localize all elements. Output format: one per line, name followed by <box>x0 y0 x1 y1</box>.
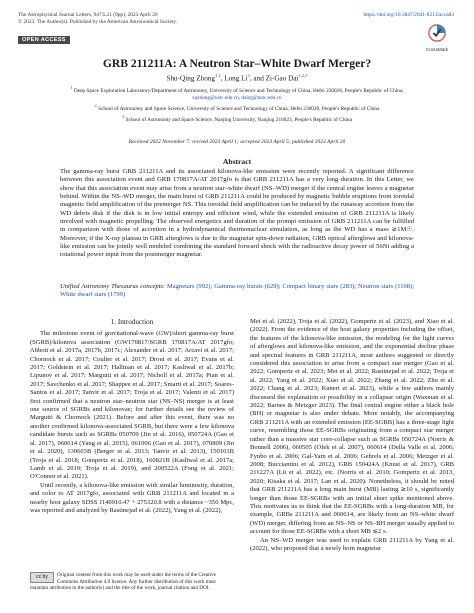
affiliation-text: School of Astronomy and Space Science, University of Science and Technology of China, Hefei 230026, People's Republic of China <box>98 105 380 112</box>
author-name[interactable]: and Zi-Gao Dai <box>253 74 299 83</box>
license-text: Original content from this work may be used under the terms of the Creative Commons Attribution 4.0 licence. Any further distribution of this work must maintain attribution to the author(s) and the title of the work, journal citation and DOI. <box>30 572 216 592</box>
author-name[interactable]: Long Li <box>224 74 248 83</box>
keywords <box>60 283 414 299</box>
affiliation-3: $^3$ School of Astronomy and Space Science, Nanjing University, Nanjing 210023, People's Republic of China <box>122 113 352 123</box>
publication-dates: Received 2022 November 7; revised 2023 April 1; accepted 2023 April 5; published 2023 April 20 <box>128 139 346 145</box>
open-access-badge: OPEN ACCESS <box>18 36 70 44</box>
paragraph: Mei et al. (2022), Troja et al. (2022), Gompertz et al. (2023), and Xiao et al. (2022). From the evidence of the host galaxy properties including the offset, the features of the kilonova-like emission, the modeling for the light curves of afterglows and kilonova-like emission, and the exponential decline phase and spectral features in GRB 211211A, most authors suggested or directly considered this association to arise from a compact star merger (Gao et al. 2022; Gompertz et al. 2023; Mei et al. 2022; Rastinejad et al. 2022; Troja et al. 2022; Yang et al. 2022; Xiao et al. 2022; Zhang et al. 2022; Zhu et al. 2022; Chang et al. 2023; Kunert et al. 2023), while a few authors mainly discussed the explanation or possibility in a collapsar origin (Waxman et al. 2022; Barnes & Metzger 2023). The final central engine either a black hole (BH) or magnetar is also under debate. More notably, the accompanying GRB 211211A with an extended emission (EE-SGRB) has a three-stage light curve, resembling those EE-SGRBs originating from a compact star merger rather than a massive star core-collapse such as SGRBs 050724A (Norris & Bonnell 2006), 060505 (Ofek et al. 2007), 060614 (Della Valle et al. 2006; Fynbo et al. 2006; Gal-Yam et al. 2006; Gehrels et al. 2006; Metzger et al. 2008; Bucciantini et al. 2012), GRB 150424A (Knust et al. 2017), GRB 211227A (Lü et al. 2022), etc. (Norris et al. 2010; Gompertz et al. 2013, 2020; Kisaka et al. 2017; Lan et al. 2020). Nonetheless, it should be noted that GRB 211211A has a long main burst (MB) lasting ≳10 s, significantly longer than those EE-SGRBs with an initial short spike mentioned above. This motivates us to think that the EE-SGRBs with a long-duration MB, for example, GRBs 211211A and 060614, are likely from an NS–white dwarf (WD) merger, differing from an NS–NS or NS–BH merger usually applied to account for those EE-SGRBs with a short MB ≲2 s. <box>250 318 454 536</box>
abstract-heading: Abstract <box>222 157 252 166</box>
journal-header <box>18 12 177 26</box>
affiliation-text: School of Astronomy and Space Science, Nanjing University, Nanjing 210023, People's Republic of China <box>125 116 352 123</box>
keywords-list[interactable]: Magnetars (992); Gamma-ray bursts (629); Compact binary stars (283); Neutron stars (1108); White dwarf stars (1799) <box>60 283 415 299</box>
section-heading: 1. Introduction <box>110 318 154 326</box>
affiliation-marker: 1,2 <box>214 73 221 78</box>
left-column <box>30 318 234 515</box>
copyright-line: © 2023. The Author(s). Published by the American Astronomical Society. <box>18 19 178 25</box>
paragraph: An NS–WD merger was used to explain GRB 211211A by Yang et al. (2022), who proposed that a newly born magnetar <box>250 536 454 552</box>
author-name[interactable]: Shu-Qing Zhong <box>166 74 215 83</box>
crossmark-label: CrossMark <box>425 47 449 52</box>
crossmark-icon <box>428 24 446 42</box>
paragraph: The milestone event of gravitational-wave (GW)/short gamma-ray burst (SGRB)/kilonova association (GW170817/SGRB 170817A/AT 2017gfo; Abbott et al. 2017a, 2017b, 2017c; Alexander et al. 2017; Arcavi et al. 2017; Chornock et al. 2017; Coulter et al. 2017; Drout et al. 2017; Evans et al. 2017; Goldstein et al. 2017; Hallinan et al. 2017; Kasliwal et al. 2017b; Lipunov et al. 2017; Margutti et al. 2017; Nicholl et al. 2017a; Pian et al. 2017; Savchenko et al. 2017; Shappee et al. 2017; Smartt et al. 2017; Soares-Santos et al. 2017; Tanvir et al. 2017; Troja et al. 2017; Valenti et al. 2017) first confirmed that a neutron star–neutron star (NS–NS) merger is at least one source of SGRBs and kilonovae; for further details see the review of Margutti & Chornock (2021). Before and after this event, there was no another confirmed kilonova-associated SGRB, but there were a few kilonova candidate bursts such as SGRBs 050709 (Jin et al. 2016), 050724A (Gao et al. 2017), 060614 (Yang et al. 2015), 061006 (Gao et al. 2017), 070809 (Jin et al. 2020), 130603B (Berger et al. 2013; Tanvir et al. 2013), 150101B (Troja et al. 2018; Gompertz et al. 2018), 160821B (Kasliwal et al. 2017a; Lamb et al. 2019; Troja et al. 2019), and 200522A (Fong et al. 2021; O'Connor et al. 2021). <box>30 330 234 481</box>
paragraph: Until recently, a kilonova-like emission with similar luminosity, duration, and color to AT 2017gfo, associated with GRB 211211A and located in a nearby host galaxy SDSS J140910.47 + 275320.8 with a distance ~350 Mpc, was reported and analyzed by Rastinejad et al. (2022), Yang et al. (2022), <box>30 481 234 514</box>
cc-license-icon[interactable]: cc by <box>30 572 54 583</box>
keywords-label: Unified Astronomy Thesaurus concepts: <box>60 283 166 290</box>
affiliation-marker: 1,2,3 <box>298 73 308 78</box>
author-emails[interactable]: sqzhong@ustc.edu.cn, daizg@ustc.edu.cn <box>192 94 282 101</box>
doi-link[interactable]: https://doi.org/10.3847/2041-8213/acca83 <box>363 12 454 18</box>
affiliation-1: $^1$ Deep Space Exploration Laboratory/Department of Astronomy, University of Science and Technology of China, Hefei 230026, People's Republic of China; <box>70 85 404 94</box>
right-column <box>250 318 454 553</box>
paper-title: GRB 211211A: A Neutron Star–White Dwarf Merger? <box>102 57 372 70</box>
author-list: Shu-Qing Zhong$^{1,2}$, Long Li$^3$, and Zi-Gao Dai$^{1,2,3}$ <box>166 73 308 83</box>
journal-citation: The Astrophysical Journal Letters, 947:L21 (9pp), 2023 April 20 <box>18 12 158 18</box>
license-footer <box>30 572 234 592</box>
affiliation-marker: 3 <box>247 73 250 78</box>
affiliations <box>30 84 444 123</box>
abstract-text: The gamma-ray burst GRB 211211A and its associated kilonova-like emission were recently reported. A significant difference between this association event and GRB 170817A/AT 2017gfo is that GRB 211211A has a very long duration. In this Letter, we show that this association event may arise from a neutron star–white dwarf (NS–WD) merger if the central engine leaves a magnetar behind. Within the NS–WD merger, the main burst of GRB 211211A could be produced by magnetic bubble eruptions from toroidal magnetic field amplification of the premerger NS. This toroidal field amplification can be induced by the runaway accretion from the WD debris disk if the disk is in low initial entropy and efficient wind, while the extended emission of GRB 211211A is likely involved with magnetic propelling. The observed energetics and duration of the prompt emission of GRB 211211A can be fulfilled in comparison with those of accretion in a hydrodynamical thermonuclear simulation, as long as the WD has a mass ≳1M☉. Moreover, if the X-ray plateau in GRB afterglows is due to the magnetar spin-down radiation, GRB optical afterglows and kilonova-like emission can be jointly well modeled combining the standard forward shock with the radioactive decay power of 56Ni adding a rotational power input from the postmerger magnetar. <box>60 168 414 259</box>
affiliation-2: $^2$ School of Astronomy and Space Science, University of Science and Technology of China, Hefei 230026, People's Republic of China <box>94 102 380 112</box>
crossmark-button[interactable] <box>420 24 454 52</box>
affiliation-text: Deep Space Exploration Laboratory/Department of Astronomy, University of Science and Technology of China, Hefei 230026, People's Republic of China; <box>73 87 404 94</box>
